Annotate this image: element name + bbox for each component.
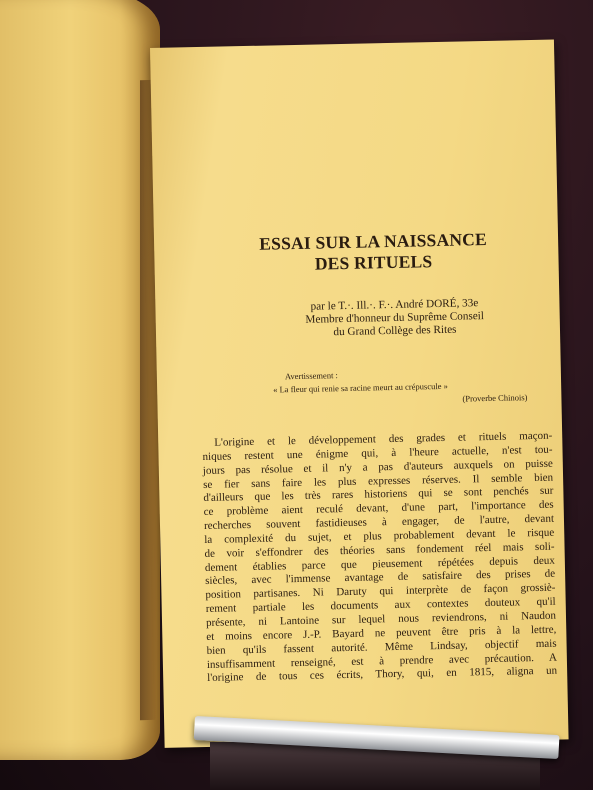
author-line: par le T.·. Ill.·. F.·. André DORÉ, 33e [310,297,479,313]
right-page [150,40,569,748]
body-line: et moins encore J.-P. Bayard ne peuvent être pris à la lettre, [206,623,557,643]
title-line: DES RITUELS [314,251,433,274]
body-line: jours pas résolue et il n'y a pas d'auteurs auxquels on puisse [202,457,553,477]
body-line: d'ailleurs que les très rares historiens qui se sont penchés sur [203,485,554,505]
body-line: rement partiale les documents aux contextes douteux qu'il [205,595,556,616]
body-line: de voir s'effondrer des théories sans fondement réel mais soli- [204,540,555,560]
body-line: l'origine de tous ces écrits, Thory, qui, en 1815, aligna un [207,664,558,685]
body-line: niques restent une énigme qui, à l'heure actuelle, n'est tou- [202,443,553,463]
article-title [198,228,549,277]
body-line: dement établies parce que pieusement répétées depuis deux [204,554,555,574]
body-line: présente, ni Lantoine sur lequel nous reviendrons, ni Naudon [205,609,557,629]
author-line: Membre d'honneur du Suprême Conseil [305,310,485,326]
notice-label: Avertissement : [284,370,338,382]
page-content [198,228,557,686]
title-line: ESSAI SUR LA NAISSANCE [259,228,488,254]
notice-quote: « La fleur qui renie sa racine meurt au crépuscule » [273,380,448,395]
body-line: se fier sans faire les plus expresses réserves. Il semble bien [203,471,554,491]
notice-block [201,365,552,411]
body-line: bien qu'ils fassent autorité. Même Lindsay, objectif mais [206,637,557,657]
body-paragraph [202,430,557,686]
left-page [0,0,160,760]
body-line: ce problème aient reculé devant, d'une part, l'importance des [203,498,554,519]
body-line: recherches souvent fastidieuses à engager, de l'autre, devant [203,512,555,533]
body-line: position partisanes. Ni Daruty qui interprète de façon grossiè- [205,581,556,602]
author-block [199,296,550,342]
body-line: siècles, avec l'immense avantage de satisfaire des prises de [205,568,556,588]
notice-source: (Proverbe Chinois) [462,392,528,404]
body-line: la complexité du sujet, et plus probablement devant le risque [204,526,555,546]
body-line: L'origine et le développement des grades et rituels maçon- [214,429,553,449]
author-line: du Grand Collège des Rites [333,323,457,339]
body-line: insuffisamment renseigné, est à prendre avec précaution. A [206,651,557,671]
